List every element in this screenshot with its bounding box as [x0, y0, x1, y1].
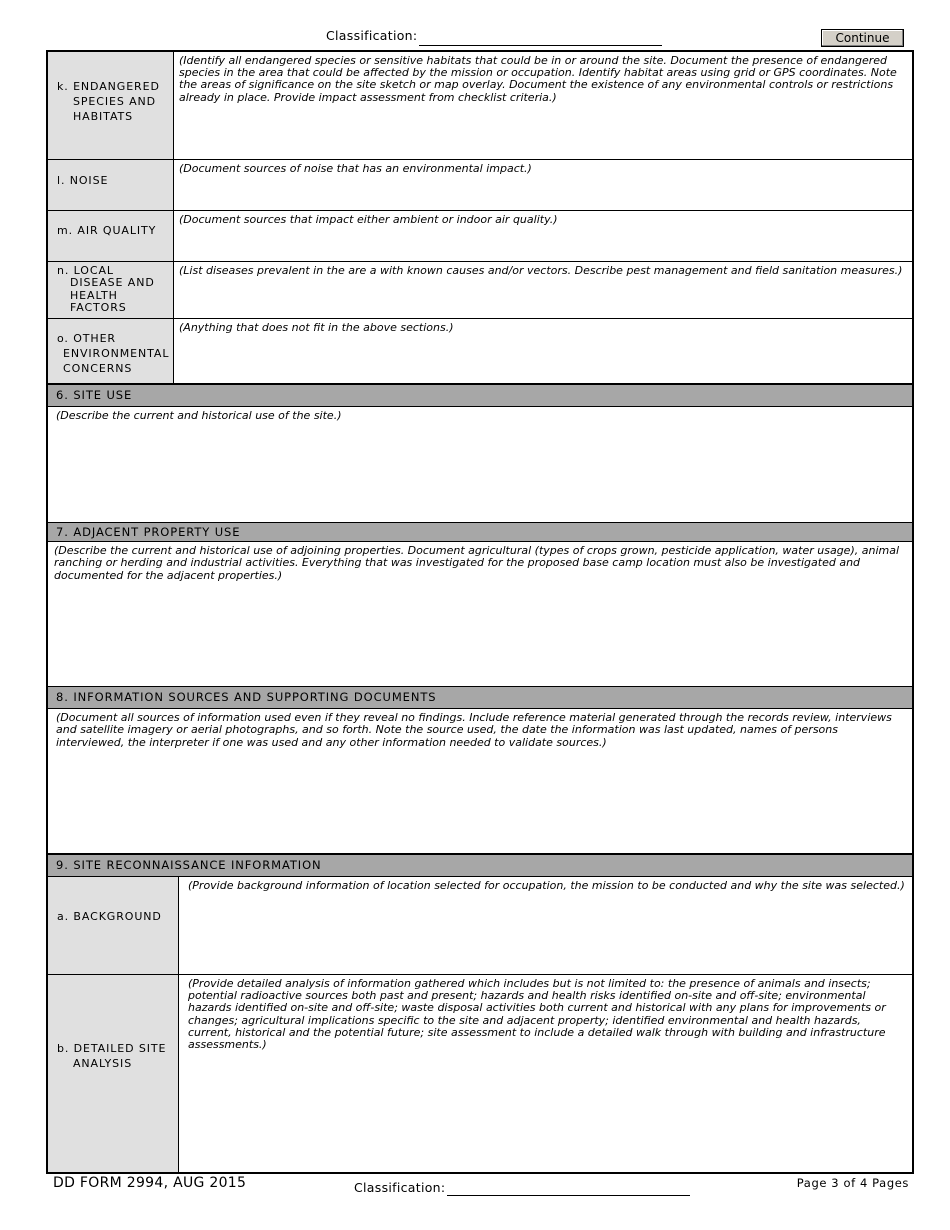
row-noise	[48, 160, 912, 211]
page-number: Page 3 of 4 Pages	[796, 1176, 909, 1190]
section-heading-site-use: 6. SITE USE	[48, 383, 912, 407]
row-other-concerns	[48, 319, 912, 384]
section-heading-information-sources: 8. INFORMATION SOURCES AND SUPPORTING DOCUMENTS	[48, 686, 912, 709]
row-detailed-site-analysis	[48, 975, 912, 1172]
endangered-species-field[interactable]: (Identify all endangered species or sensitive habitats that could be in or around the site. Document the presence of endangered species in the area that could be affected by the mission or occupation. Identify habitat areas using grid or GPS coordinates. Note the areas of significance on the site sketch or map overlay. Document the existence of any environmental controls or restrictions already in place. Provide impact assessment from checklist criteria.)	[179, 54, 897, 104]
label-local-disease: n. LOCAL DISEASE AND HEALTH FACTORS	[48, 262, 174, 318]
site-use-field[interactable]: (Describe the current and historical use of the site.)	[56, 409, 342, 422]
form-page	[46, 50, 914, 1174]
classification-label-top: Classification:	[326, 28, 418, 43]
row-local-disease	[48, 262, 912, 319]
adjacent-property-field[interactable]: (Describe the current and historical use of adjoining properties. Document agricultural (types of crops grown, pesticide application, water usage), animal ranching or herding and industrial activities. Everything that was investigated for the proposed base camp location must also be investigated and documented for the adjacent properties.)	[54, 544, 900, 582]
noise-field[interactable]: (Document sources of noise that has an environmental impact.)	[179, 162, 532, 175]
top-bar	[0, 0, 950, 50]
background-field[interactable]: (Provide background information of location selected for occupation, the mission to be conducted and why the site was selected.)	[188, 879, 905, 892]
section-heading-adjacent-property: 7. ADJACENT PROPERTY USE	[48, 522, 912, 542]
detailed-site-analysis-field[interactable]: (Provide detailed analysis of information gathered which includes but is not limited to: the presence of animals and insects; potential radioactive sources both past and present; hazards and health risks identified on-site and off-site; environmental hazards identified on-site and off-site; waste disposal activities both current and historical with any plans for improvements or changes; agricultural implications specific to the site and adjacent property; identified environmental and health hazards, current, historical and the potential future; site assessment to include a detailed walk through with building and infrastructure assessments.)	[188, 977, 886, 1052]
classification-field-top[interactable]	[419, 45, 662, 46]
information-sources-field[interactable]: (Document all sources of information used even if they reveal no findings. Include reference material generated through the records review, interviews and satellite imagery or aerial photographs, and so forth. Note the source used, the date the information was last updated, names of persons interviewed, the interpreter if one was used and any other information needed to validate sources.)	[56, 711, 892, 749]
label-air-quality: m. AIR QUALITY	[48, 211, 174, 261]
label-prefix: k.	[57, 80, 69, 93]
label-background: a. BACKGROUND	[48, 877, 179, 974]
row-endangered-species	[48, 52, 912, 160]
label-endangered-species: k. ENDANGERED SPECIES AND HABITATS	[48, 52, 174, 159]
form-identifier: DD FORM 2994, AUG 2015	[53, 1175, 247, 1191]
section-heading-site-reconnaissance: 9. SITE RECONNAISSANCE INFORMATION	[48, 853, 912, 877]
label-noise: l. NOISE	[48, 160, 174, 210]
other-concerns-field[interactable]: (Anything that does not fit in the above sections.)	[179, 321, 454, 334]
label-detailed-site-analysis: b. DETAILED SITE ANALYSIS	[48, 975, 179, 1172]
continue-button[interactable]: Continue	[821, 29, 904, 47]
classification-field-bottom[interactable]	[447, 1195, 690, 1196]
classification-label-bottom: Classification:	[354, 1180, 446, 1195]
row-air-quality	[48, 211, 912, 262]
label-other-concerns: o. OTHER ENVIRONMENTAL CONCERNS	[48, 319, 174, 384]
air-quality-field[interactable]: (Document sources that impact either ambient or indoor air quality.)	[179, 213, 558, 226]
row-background	[48, 877, 912, 975]
local-disease-field[interactable]: (List diseases prevalent in the are a with known causes and/or vectors. Describe pest management and field sanitation measures.)	[179, 264, 903, 277]
